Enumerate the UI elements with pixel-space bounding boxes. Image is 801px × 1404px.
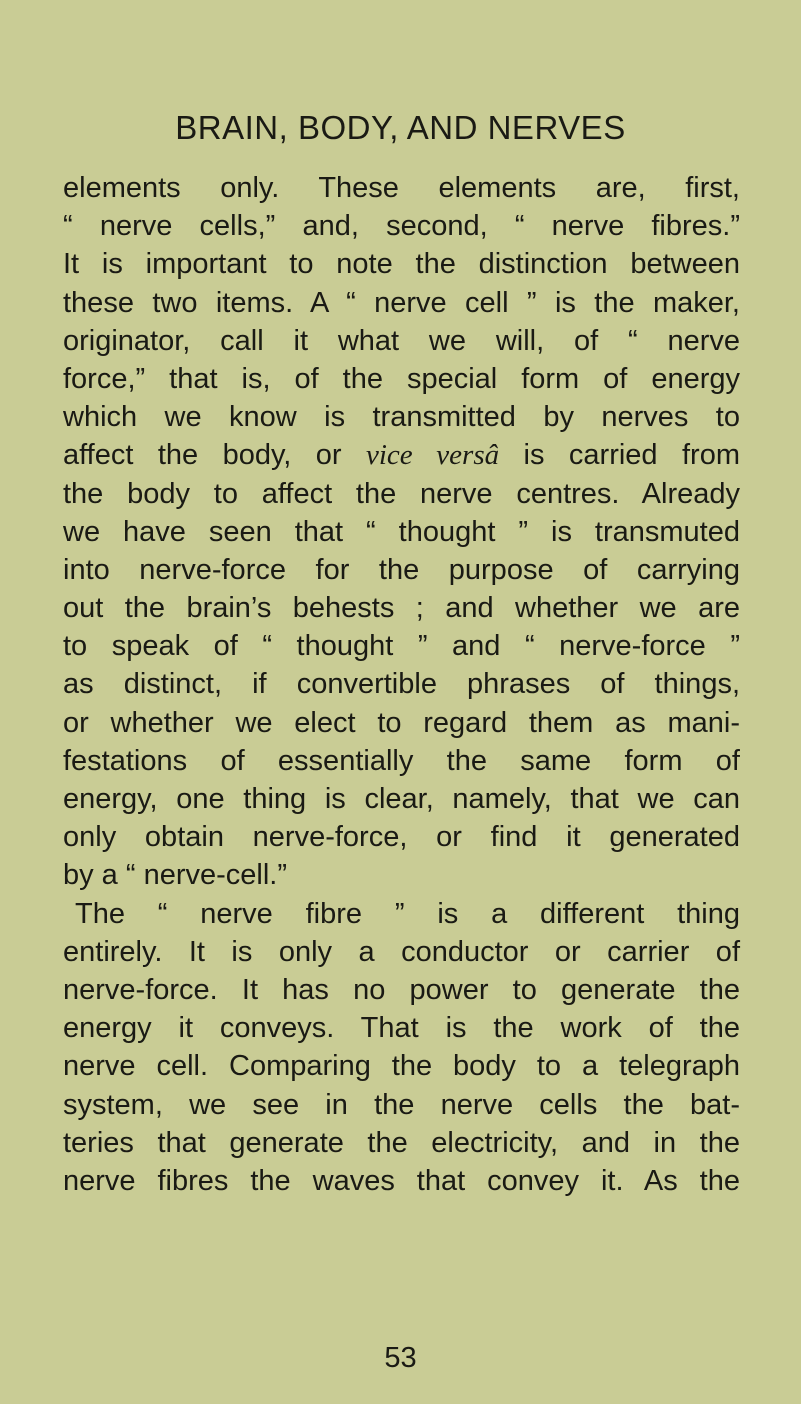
page-number: 53 [384, 1342, 417, 1374]
text-line: It is important to note the distinction between [63, 248, 740, 281]
text-line: system, we see in the nerve cells the bat- [63, 1088, 740, 1121]
text-line: nerve-force. It has no power to generate the [63, 973, 740, 1006]
text-line: teries that generate the electricity, and in the [63, 1126, 740, 1159]
text-line: only obtain nerve-force, or find it generated [63, 821, 740, 854]
text-line: which we know is transmitted by nerves to [63, 401, 740, 434]
text-line: elements only. These elements are, first, [63, 172, 740, 204]
text-line: festations of essentially the same form of [63, 744, 740, 777]
text-line: to speak of “ thought ” and “ nerve-force ” [63, 630, 740, 663]
text-line: affect the body, or vice versâ is carried from [63, 439, 740, 472]
italic-phrase: vice versâ [366, 439, 500, 472]
text-line: into nerve-force for the purpose of carrying [63, 553, 740, 586]
text-line: these two items. A “ nerve cell ” is the maker, [63, 286, 740, 319]
text-line: nerve fibres the waves that convey it. As the [63, 1164, 740, 1197]
text-line: entirely. It is only a conductor or carrier of [63, 935, 740, 968]
text-line: originator, call it what we will, of “ nerve [63, 324, 740, 357]
body-text [63, 169, 740, 1200]
text-line: “ nerve cells,” and, second, “ nerve fibres.” [63, 210, 740, 243]
text-line-paragraph-start: The “ nerve fibre ” is a different thing [75, 897, 740, 930]
text-line: energy it conveys. That is the work of the [63, 1012, 740, 1045]
text-line: energy, one thing is clear, namely, that we can [63, 783, 740, 815]
text-line: out the brain’s behests ; and whether we are [63, 592, 740, 625]
text-line: nerve cell. Comparing the body to a telegraph [63, 1050, 740, 1083]
text-line: as distinct, if convertible phrases of things, [63, 668, 740, 701]
text-line: or whether we elect to regard them as mani- [63, 706, 740, 739]
running-head: BRAIN, BODY, AND NERVES [175, 109, 626, 146]
text-line-paragraph-end: by a “ nerve-cell.” [63, 859, 288, 892]
text-line: force,” that is, of the special form of energy [63, 362, 740, 395]
text-line: we have seen that “ thought ” is transmuted [63, 515, 740, 548]
text-line: the body to affect the nerve centres. Already [63, 477, 740, 510]
